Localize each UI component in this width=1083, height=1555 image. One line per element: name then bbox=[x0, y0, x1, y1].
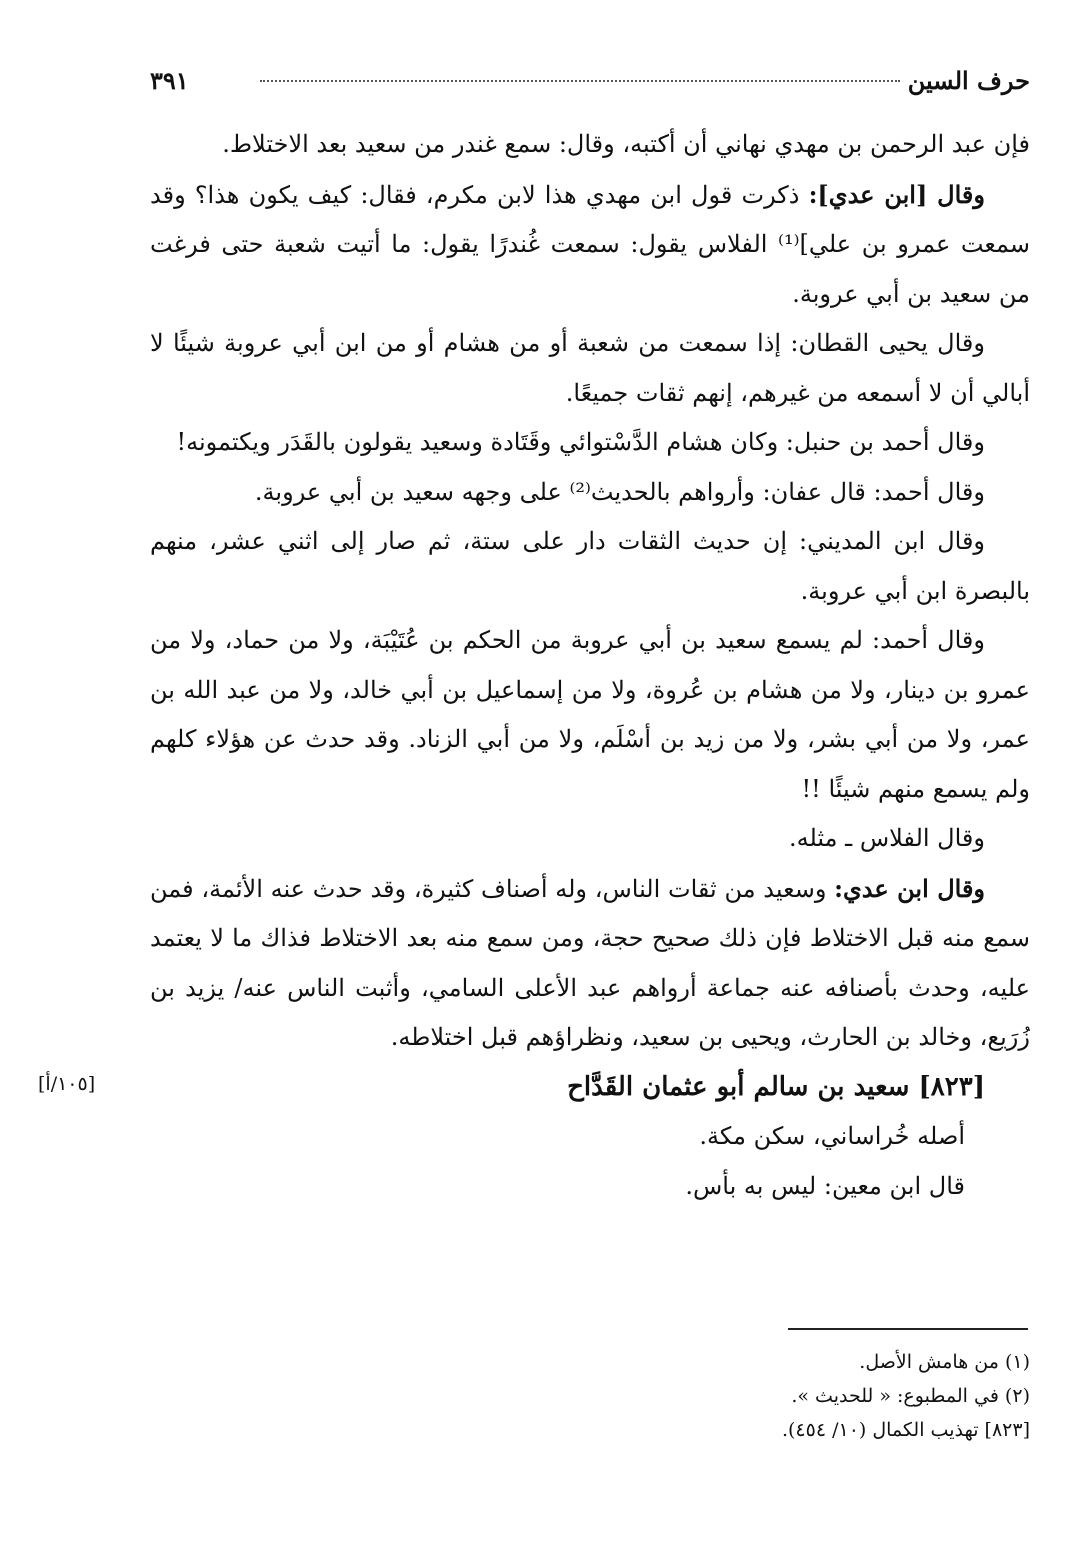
entry-line: قال ابن معين: ليس به بأس. bbox=[685, 1171, 965, 1200]
footnote: (٢) في المطبوع: « للحديث ». bbox=[791, 1385, 1030, 1407]
paragraph bbox=[150, 864, 1030, 1063]
entry-heading: [٨٢٣] سعيد بن سالم أبو عثمان القَدَّاح bbox=[567, 1071, 985, 1102]
footnotes bbox=[500, 1345, 1030, 1447]
paragraph: وقال يحيى القطان: إذا سمعت من شعبة أو من هشام أو من ابن أبي عروبة شيئًا لا أبالي أن لا أسمعه من غيرهم، إنهم ثقات جميعًا. bbox=[150, 329, 1030, 407]
page-header bbox=[150, 62, 1030, 102]
entry-line: أصله خُراساني، سكن مكة. bbox=[699, 1122, 965, 1150]
paragraph: وقال الفلاس ـ مثله. bbox=[788, 824, 985, 852]
footnote: [٨٢٣] تهذيب الكمال (١٠/ ٤٥٤). bbox=[781, 1419, 1030, 1441]
margin-folio-reference: [١٠٥/أ] bbox=[38, 1073, 96, 1095]
paragraph-lead: وقال ابن عدي: bbox=[834, 873, 986, 903]
main-text bbox=[150, 120, 1030, 1211]
paragraph-text: وسعيد من ثقات الناس، وله أصناف كثيرة، وقد حدث عنه الأئمة، فمن سمع منه قبل الاختلاط فإن ذلك صحيح حجة، ومن سمع منه بعد الاختلاط فذاك ما لا يعتمد عليه، وحدث بأصنافه عنه جماعة أرواهم عبد الأعلى السامي، وأثبت الناس عنه/ يزيد بن زُرَيع، وخالد بن الحارث، ويحيى بن سعيد، ونظراؤهم قبل اختلاطه. bbox=[150, 874, 1030, 1051]
header-rule bbox=[260, 80, 900, 82]
paragraph-lead: وقال [ابن عدي]: bbox=[808, 179, 985, 209]
footnote-separator bbox=[788, 1328, 1028, 1330]
paragraph: وقال أحمد: قال عفان: وأرواهم بالحديث⁽²⁾ على وجهه سعيد بن أبي عروبة. bbox=[254, 477, 985, 506]
running-head: حرف السين bbox=[907, 66, 1030, 95]
paragraph: وقال ابن المديني: إن حديث الثقات دار على ستة، ثم صار إلى اثني عشر، منهم بالبصرة ابن أبي عروبة. bbox=[150, 527, 1030, 605]
paragraph: وقال أحمد: لم يسمع سعيد بن أبي عروبة من الحكم بن عُتَيْبَة، ولا من حماد، ولا من عمرو بن دينار، ولا من هشام بن عُروة، ولا من إسماعيل بن أبي خالد، ولا من عبد الله بن عمر، ولا من أبي بشر، ولا من زيد بن أسْلَم، ولا من أبي الزناد. وقد حدث عن هؤلاء كلهم ولم يسمع منهم شيئًا !! bbox=[150, 626, 1030, 803]
footnote: (١) من هامش الأصل. bbox=[859, 1351, 1030, 1373]
paragraph: وقال أحمد بن حنبل: وكان هشام الدَّسْتوائي وقَتَادة وسعيد يقولون بالقَدَر ويكتمونه! bbox=[176, 428, 985, 456]
paragraph: فإن عبد الرحمن بن مهدي نهاني أن أكتبه، وقال: سمع غندر من سعيد بعد الاختلاط. bbox=[222, 130, 1030, 158]
paragraph-text: ذكرت قول ابن مهدي هذا لابن مكرم، فقال: كيف يكون هذا؟ وقد سمعت عمرو بن علي]⁽¹⁾ الفلاس يقول: سمعت غُندرًا يقول: ما أتيت شعبة حتى فرغت من سعيد بن أبي عروبة. bbox=[150, 180, 1030, 308]
paragraph bbox=[150, 170, 1030, 320]
page-number: ٣٩١ bbox=[150, 66, 189, 95]
